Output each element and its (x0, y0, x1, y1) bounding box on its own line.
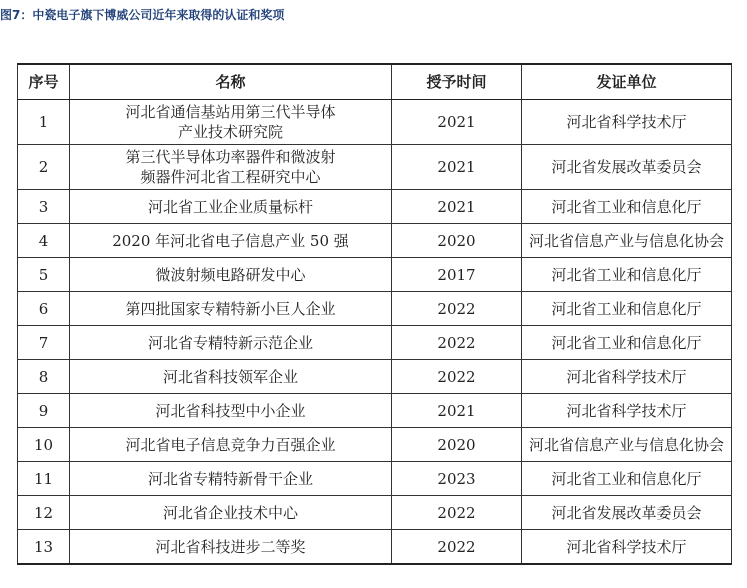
cell-issuer: 河北省发展改革委员会 (522, 145, 732, 190)
cell-no: 7 (18, 326, 70, 360)
cell-no: 2 (18, 145, 70, 190)
cell-no: 9 (18, 394, 70, 428)
cell-no: 12 (18, 496, 70, 530)
cell-name: 微波射频电路研发中心 (70, 258, 392, 292)
cell-name: 河北省科技进步二等奖 (70, 530, 392, 565)
table-row (18, 292, 732, 326)
cell-issuer: 河北省工业和信息化厅 (522, 292, 732, 326)
cell-year: 2020 (392, 428, 522, 462)
header-year: 授予时间 (392, 64, 522, 100)
table-row (18, 258, 732, 292)
cell-no: 1 (18, 100, 70, 145)
cell-year: 2022 (392, 292, 522, 326)
cell-name-line: 频器件河北省工程研究中心 (140, 168, 321, 186)
table-row (18, 145, 732, 190)
cell-name: 河北省工业企业质量标杆 (70, 190, 392, 224)
cell-year: 2022 (392, 360, 522, 394)
cell-issuer: 河北省科学技术厅 (522, 394, 732, 428)
cell-year: 2022 (392, 496, 522, 530)
cell-name: 河北省科技型中小企业 (70, 394, 392, 428)
table-header-row (18, 64, 732, 100)
cell-name: 河北省科技领军企业 (70, 360, 392, 394)
table-row (18, 326, 732, 360)
cell-no: 13 (18, 530, 70, 565)
awards-table-container (17, 63, 731, 565)
cell-issuer: 河北省科学技术厅 (522, 530, 732, 565)
cell-issuer: 河北省科学技术厅 (522, 360, 732, 394)
table-row (18, 190, 732, 224)
table-row (18, 360, 732, 394)
cell-no: 10 (18, 428, 70, 462)
figure-title: 图7：中瓷电子旗下博威公司近年来取得的认证和奖项 (0, 8, 285, 22)
cell-issuer: 河北省信息产业与信息化协会 (522, 224, 732, 258)
table-row (18, 100, 732, 145)
cell-name-line: 第三代半导体功率器件和微波射 (125, 148, 336, 166)
table-row (18, 462, 732, 496)
cell-no: 5 (18, 258, 70, 292)
cell-issuer: 河北省科学技术厅 (522, 100, 732, 145)
cell-name-line: 河北省通信基站用第三代半导体 (125, 103, 336, 121)
cell-issuer: 河北省信息产业与信息化协会 (522, 428, 732, 462)
cell-no: 11 (18, 462, 70, 496)
cell-year: 2022 (392, 326, 522, 360)
cell-year: 2023 (392, 462, 522, 496)
cell-no: 6 (18, 292, 70, 326)
cell-issuer: 河北省工业和信息化厅 (522, 462, 732, 496)
header-no: 序号 (18, 64, 70, 100)
cell-name-line: 产业技术研究院 (177, 123, 283, 141)
cell-no: 3 (18, 190, 70, 224)
cell-name: 河北省专精特新骨干企业 (70, 462, 392, 496)
cell-year: 2021 (392, 394, 522, 428)
cell-name: 2020 年河北省电子信息产业 50 强 (70, 224, 392, 258)
cell-name (70, 100, 392, 145)
table-row (18, 496, 732, 530)
cell-name: 河北省专精特新示范企业 (70, 326, 392, 360)
cell-year: 2020 (392, 224, 522, 258)
cell-year: 2022 (392, 530, 522, 565)
table-row (18, 394, 732, 428)
cell-issuer: 河北省工业和信息化厅 (522, 326, 732, 360)
cell-name: 河北省企业技术中心 (70, 496, 392, 530)
table-row (18, 530, 732, 565)
header-name: 名称 (70, 64, 392, 100)
cell-issuer: 河北省工业和信息化厅 (522, 258, 732, 292)
table-row (18, 428, 732, 462)
cell-no: 4 (18, 224, 70, 258)
header-issuer: 发证单位 (522, 64, 732, 100)
cell-issuer: 河北省发展改革委员会 (522, 496, 732, 530)
cell-no: 8 (18, 360, 70, 394)
cell-name: 河北省电子信息竞争力百强企业 (70, 428, 392, 462)
cell-name: 第四批国家专精特新小巨人企业 (70, 292, 392, 326)
awards-table (17, 63, 732, 565)
cell-year: 2021 (392, 145, 522, 190)
cell-year: 2021 (392, 190, 522, 224)
table-row (18, 224, 732, 258)
cell-name (70, 145, 392, 190)
cell-year: 2021 (392, 100, 522, 145)
cell-year: 2017 (392, 258, 522, 292)
cell-issuer: 河北省工业和信息化厅 (522, 190, 732, 224)
